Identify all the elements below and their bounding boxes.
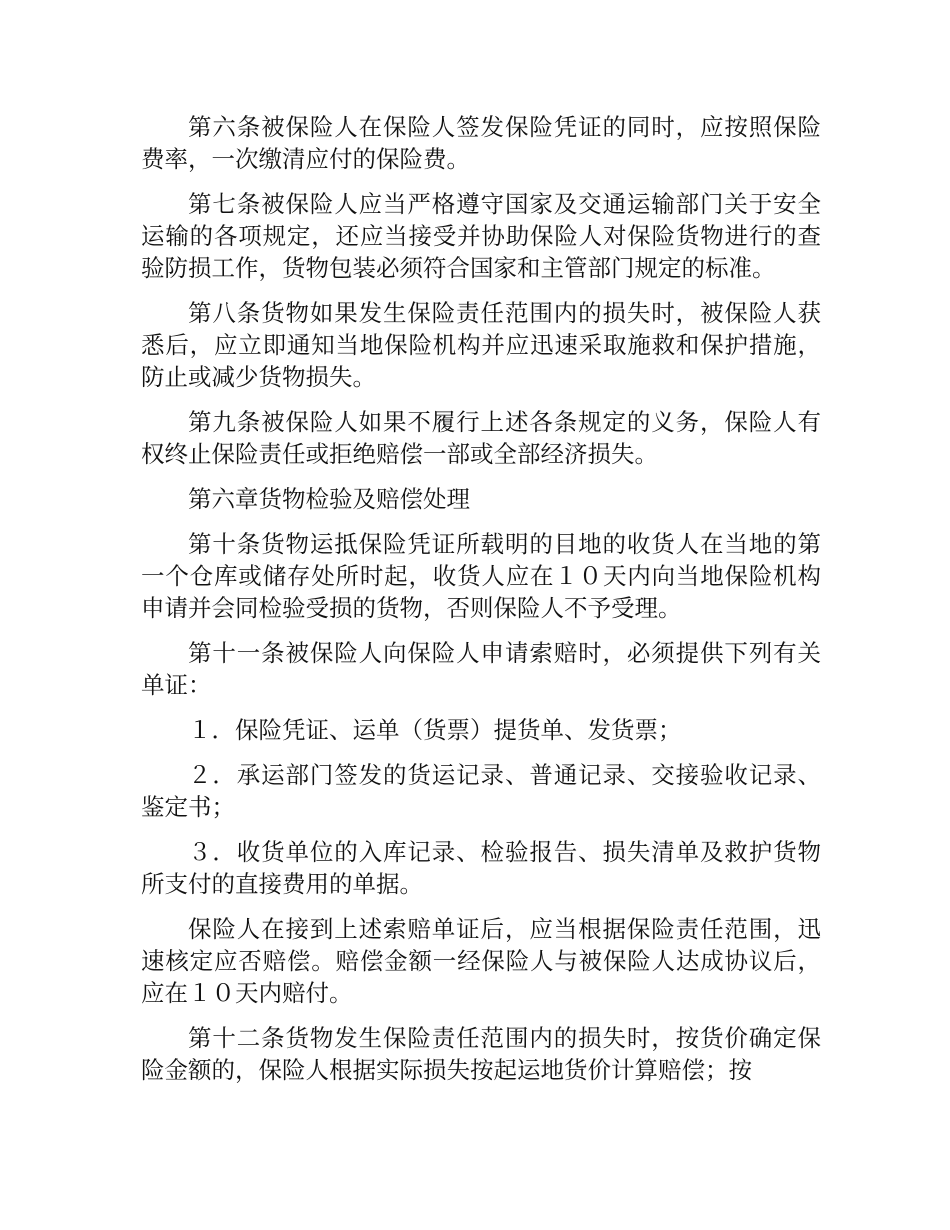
claim-processing-paragraph: 保险人在接到上述索赔单证后，应当根据保险责任范围，迅速核定应否赔偿。赔偿金额一经保险人与被保险人达成协议后，应在１０天内赔付。	[141, 915, 821, 1007]
list-item-1: １．保险凭证、运单（货票）提货单、发货票；	[188, 716, 682, 744]
article-12-paragraph: 第十二条货物发生保险责任范围内的损失时，按货价确定保险金额的，保险人根据实际损失按起运地货价计算赔偿；按	[141, 1024, 821, 1084]
list-item-2: ２．承运部门签发的货运记录、普通记录、交接验收记录、鉴定书；	[141, 761, 821, 821]
article-11-paragraph: 第十一条被保险人向保险人申请索赔时，必须提供下列有关单证：	[141, 639, 821, 699]
list-item-3: ３．收货单位的入库记录、检验报告、损失清单及救护货物所支付的直接费用的单据。	[141, 838, 821, 898]
article-9-paragraph: 第九条被保险人如果不履行上述各条规定的义务，保险人有权终止保险责任或拒绝赔偿一部或全部经济损失。	[141, 408, 821, 468]
article-8-paragraph: 第八条货物如果发生保险责任范围内的损失时，被保险人获悉后，应立即通知当地保险机构并应迅速采取施救和保护措施，防止或减少货物损失。	[141, 299, 821, 391]
chapter-6-heading: 第六章货物检验及赔偿处理	[188, 485, 470, 513]
document-body	[141, 111, 821, 1099]
article-7-paragraph: 第七条被保险人应当严格遵守国家及交通运输部门关于安全运输的各项规定，还应当接受并协助保险人对保险货物进行的查验防损工作，货物包装必须符合国家和主管部门规定的标准。	[141, 190, 821, 282]
article-10-paragraph: 第十条货物运抵保险凭证所载明的目地的收货人在当地的第一个仓库或储存处所时起，收货人应在１０天内向当地保险机构申请并会同检验受损的货物，否则保险人不予受理。	[141, 530, 821, 622]
article-6-paragraph: 第六条被保险人在保险人签发保险凭证的同时，应按照保险费率，一次缴清应付的保险费。	[141, 113, 821, 173]
